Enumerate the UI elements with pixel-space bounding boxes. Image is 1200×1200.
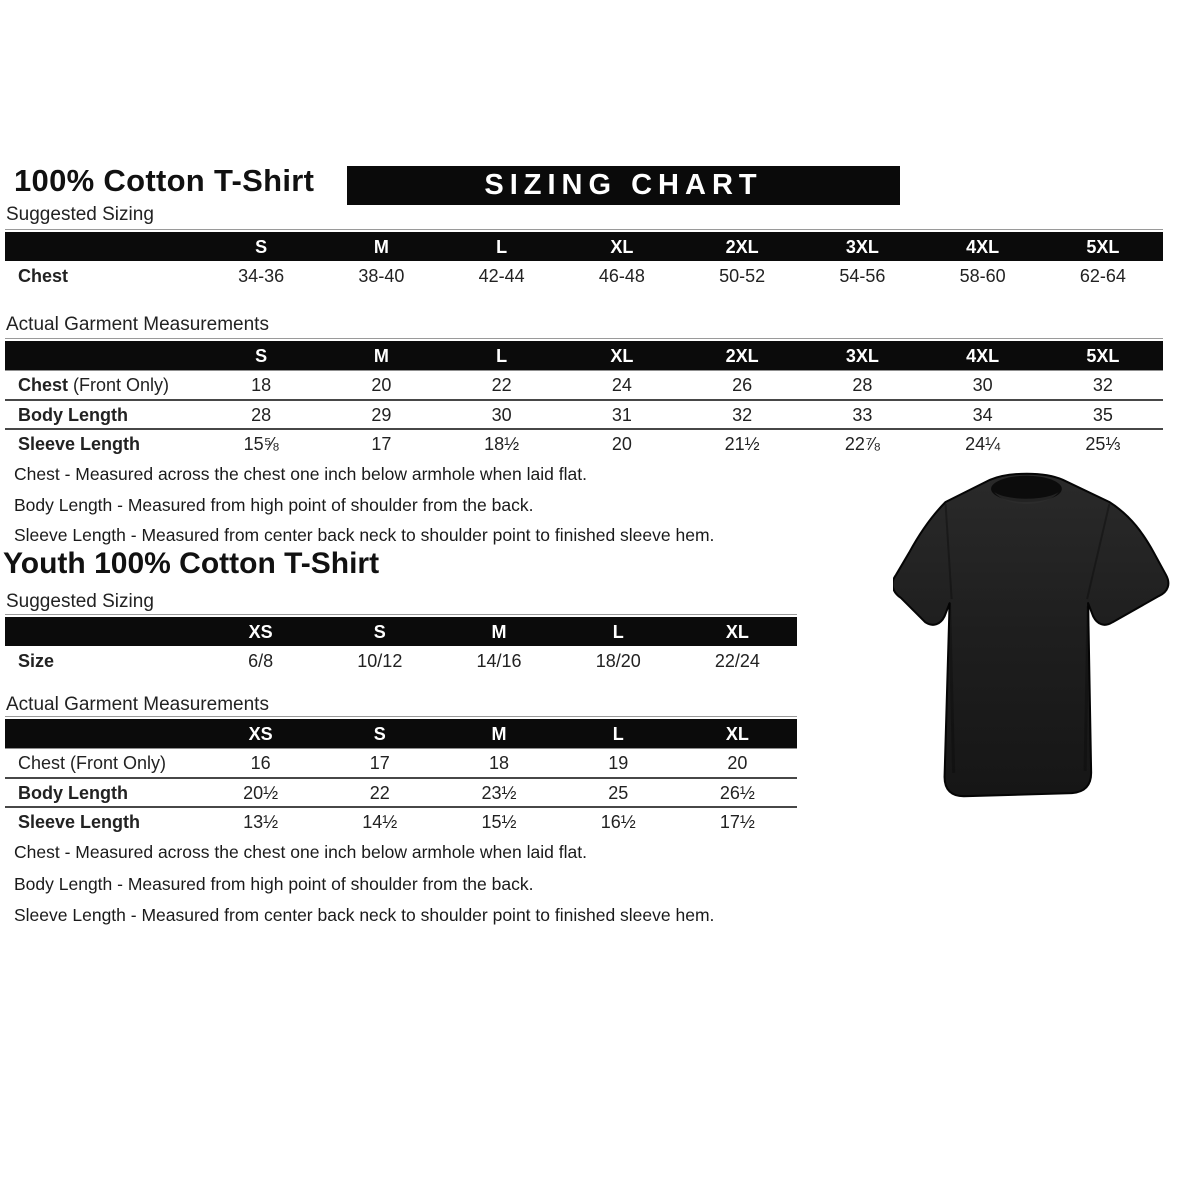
size-column-header: L (612, 621, 624, 642)
measurement-value: 22⅞ (844, 433, 880, 454)
measurement-value: 33 (852, 404, 873, 425)
measurement-value: 30 (972, 375, 993, 395)
note-line: Chest - Measured across the chest one inch below armhole when laid flat. (14, 464, 587, 484)
size-column-header: L (612, 723, 624, 744)
row-label (5, 784, 201, 802)
size-column-header: 4XL (966, 345, 1000, 366)
measurement-value: 18½ (484, 433, 520, 454)
measurement-value: 16½ (600, 811, 636, 832)
measurement-value: 14½ (362, 811, 398, 832)
row-label (5, 435, 201, 453)
measurement-value: 18/20 (595, 650, 641, 671)
table-header-row (5, 341, 1163, 370)
size-column-header: 5XL (1086, 345, 1120, 366)
note-line: Sleeve Length - Measured from center back neck to shoulder point to finished sleeve hem. (14, 905, 715, 925)
table-row (5, 261, 1163, 290)
size-column-header: 3XL (845, 236, 879, 257)
measurement-value: 34-36 (238, 265, 285, 286)
size-column-header: M (491, 621, 507, 642)
adult-suggested-sizing-table (5, 229, 1163, 290)
table-header-row (5, 719, 797, 748)
note-line: Chest - Measured across the chest one inch below armhole when laid flat. (14, 842, 587, 862)
measurement-value: 20 (371, 375, 392, 395)
measurement-value: 32 (732, 404, 753, 425)
sizing-chart-banner (347, 166, 900, 205)
size-column-header: XL (725, 723, 749, 744)
measurement-value: 29 (371, 404, 392, 425)
size-column-header: S (373, 621, 386, 642)
size-column-header: M (373, 236, 389, 257)
measurement-value: 17 (369, 753, 390, 773)
table-row (5, 777, 797, 806)
size-column-header: 2XL (725, 345, 759, 366)
measurement-value: 50-52 (719, 265, 766, 286)
row-label-rest: (Front Only) (68, 375, 170, 395)
row-label-bold: Sleeve Length (18, 811, 141, 832)
measurement-value: 34 (972, 404, 993, 425)
measurement-value: 20 (727, 753, 748, 773)
measurement-value: 38-40 (358, 265, 405, 286)
measurement-value: 62-64 (1079, 265, 1126, 286)
note-line: Body Length - Measured from high point of shoulder from the back. (14, 873, 534, 894)
measurement-value: 20½ (243, 782, 279, 803)
black-tshirt-image (893, 468, 1171, 810)
table-row (5, 428, 1163, 457)
measurement-value: 19 (608, 753, 629, 773)
table-row (5, 370, 1163, 399)
measurement-value: 24 (611, 375, 632, 395)
measurement-value: 30 (491, 404, 512, 425)
row-label (5, 754, 201, 772)
tshirt-body (893, 474, 1168, 796)
size-column-header: S (255, 345, 268, 366)
youth-actual-measurements-table (5, 716, 797, 835)
adult-actual-measurements-table (5, 338, 1163, 457)
size-column-header: XS (248, 723, 273, 744)
measurement-value: 22 (369, 782, 390, 803)
measurement-value: 46-48 (598, 265, 645, 286)
measurement-value: 28 (251, 404, 272, 425)
measurement-value: 54-56 (839, 265, 886, 286)
measurement-value: 35 (1092, 404, 1113, 425)
measurement-value: 23½ (481, 782, 517, 803)
size-column-header: XL (610, 345, 634, 366)
youth-measurement-notes (14, 842, 714, 937)
size-column-header: 5XL (1086, 236, 1120, 257)
measurement-value: 17 (371, 433, 392, 454)
size-column-header: L (496, 236, 508, 257)
youth-actual-measurements-label: Actual Garment Measurements (6, 694, 269, 715)
adult-actual-measurements-label: Actual Garment Measurements (6, 314, 269, 335)
measurement-value: 31 (611, 404, 632, 425)
measurement-value: 17½ (719, 811, 755, 832)
table-header-row (5, 617, 797, 646)
row-label-bold: Body Length (18, 404, 128, 425)
table-row (5, 399, 1163, 428)
measurement-value: 6/8 (248, 650, 274, 671)
note-line: Body Length - Measured from high point of shoulder from the back. (14, 494, 534, 515)
measurement-value: 13½ (243, 811, 279, 832)
measurement-value: 58-60 (959, 265, 1006, 286)
row-label (5, 267, 201, 285)
row-label-bold: Body Length (18, 782, 128, 803)
size-column-header: M (491, 723, 507, 744)
adult-suggested-sizing-label: Suggested Sizing (6, 204, 154, 225)
row-label-bold: Chest (18, 375, 69, 395)
size-column-header: XS (248, 621, 273, 642)
table-row (5, 748, 797, 777)
measurement-value: 32 (1092, 375, 1113, 395)
size-column-header: 3XL (845, 345, 879, 366)
size-column-header: XL (725, 621, 749, 642)
measurement-value: 26½ (719, 782, 755, 803)
size-column-header: M (373, 345, 389, 366)
youth-suggested-sizing-table (5, 614, 797, 675)
measurement-value: 28 (852, 375, 873, 395)
size-column-header: 4XL (966, 236, 1000, 257)
size-column-header: XL (610, 236, 634, 257)
measurement-value: 14/16 (476, 650, 522, 671)
row-label-bold: Sleeve Length (18, 433, 141, 454)
measurement-value: 22/24 (714, 650, 760, 671)
measurement-value: 25 (608, 782, 629, 803)
size-column-header: L (496, 345, 508, 366)
page-title: 100% Cotton T-Shirt (14, 163, 315, 198)
table-row (5, 806, 797, 835)
size-column-header: S (373, 723, 386, 744)
measurement-value: 18 (488, 753, 510, 773)
table-header-row (5, 232, 1163, 261)
measurement-value: 18 (251, 375, 272, 395)
measurement-value: 15⅝ (243, 433, 279, 454)
measurement-value: 21½ (724, 433, 760, 454)
sizing-chart-banner-text: SIZING CHART (484, 169, 763, 201)
row-label (5, 813, 201, 831)
row-label (5, 652, 201, 670)
measurement-value: 24¼ (965, 433, 1001, 454)
measurement-value: 15½ (481, 811, 517, 832)
measurement-value: 20 (611, 433, 632, 454)
row-label-rest: Chest (Front Only) (18, 753, 167, 773)
size-column-header: S (255, 236, 268, 257)
table-row (5, 646, 797, 675)
measurement-value: 42-44 (478, 265, 525, 286)
measurement-value: 16 (250, 753, 271, 773)
measurement-value: 22 (491, 375, 512, 395)
measurement-value: 25⅓ (1085, 433, 1121, 454)
measurement-value: 10/12 (357, 650, 403, 671)
row-label-bold: Size (18, 650, 55, 671)
size-column-header: 2XL (725, 236, 759, 257)
adult-measurement-notes (14, 464, 714, 556)
note-line: Sleeve Length - Measured from center back neck to shoulder point to finished sleeve hem. (14, 525, 715, 545)
youth-suggested-sizing-label: Suggested Sizing (6, 591, 154, 612)
row-label (5, 406, 201, 424)
row-label-bold: Chest (18, 265, 69, 286)
youth-section-title: Youth 100% Cotton T-Shirt (3, 547, 380, 580)
row-label (5, 376, 201, 394)
measurement-value: 26 (732, 375, 753, 395)
